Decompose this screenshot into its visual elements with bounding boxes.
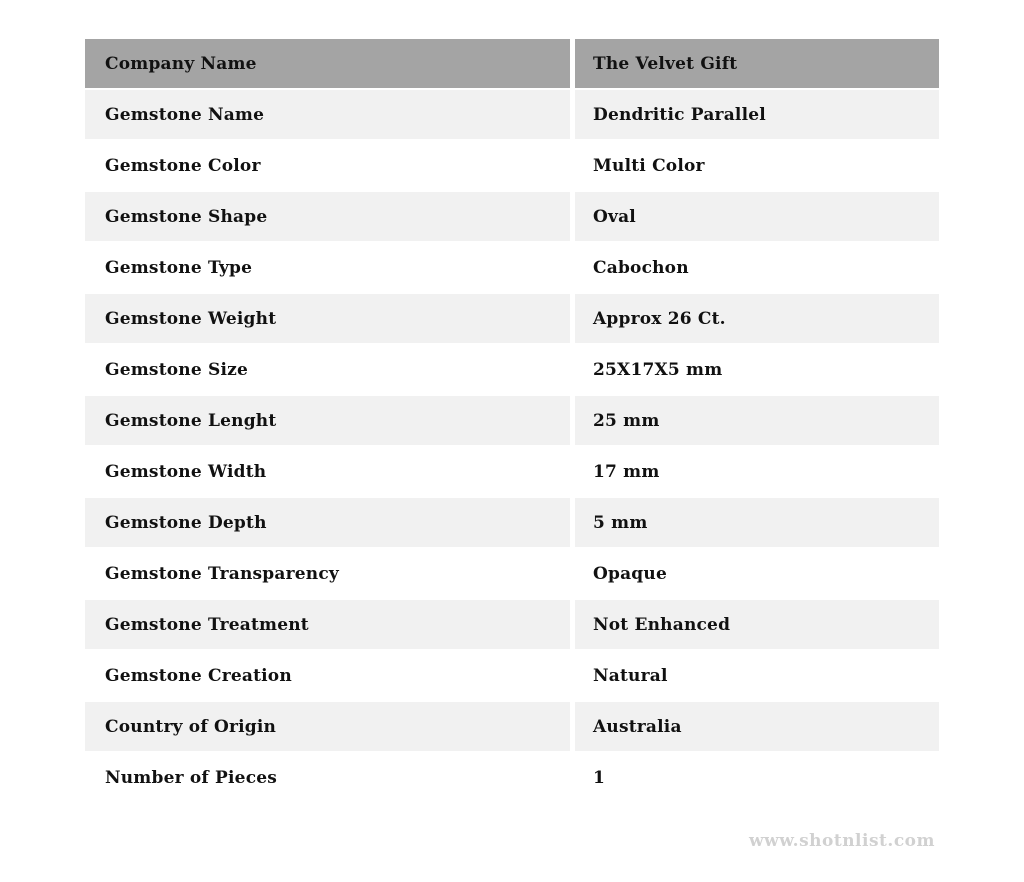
row-value-cell: Multi Color — [575, 141, 939, 190]
row-value-cell: Dendritic Parallel — [575, 90, 939, 139]
row-value-cell: 17 mm — [575, 447, 939, 496]
row-label-cell: Gemstone Type — [85, 243, 570, 292]
header-value-cell: The Velvet Gift — [575, 39, 939, 88]
row-value-cell: Natural — [575, 651, 939, 700]
header-label-cell: Company Name — [85, 39, 570, 88]
row-label-cell: Gemstone Size — [85, 345, 570, 394]
row-label-cell: Gemstone Transparency — [85, 549, 570, 598]
gemstone-spec-table — [85, 39, 939, 802]
row-label-cell: Gemstone Depth — [85, 498, 570, 547]
row-value-cell: Opaque — [575, 549, 939, 598]
watermark-url: www.shotnlist.com — [748, 831, 935, 851]
row-value-cell: 25 mm — [575, 396, 939, 445]
row-label-cell: Number of Pieces — [85, 753, 570, 802]
row-value-cell: Australia — [575, 702, 939, 751]
row-label-cell: Gemstone Treatment — [85, 600, 570, 649]
row-label-cell: Gemstone Width — [85, 447, 570, 496]
row-label-cell: Gemstone Shape — [85, 192, 570, 241]
row-value-cell: Not Enhanced — [575, 600, 939, 649]
row-value-cell: 25X17X5 mm — [575, 345, 939, 394]
row-value-cell: 1 — [575, 753, 939, 802]
row-value-cell: Oval — [575, 192, 939, 241]
row-label-cell: Gemstone Name — [85, 90, 570, 139]
row-value-cell: Cabochon — [575, 243, 939, 292]
row-value-cell: Approx 26 Ct. — [575, 294, 939, 343]
row-label-cell: Country of Origin — [85, 702, 570, 751]
row-value-cell: 5 mm — [575, 498, 939, 547]
row-label-cell: Gemstone Lenght — [85, 396, 570, 445]
row-label-cell: Gemstone Weight — [85, 294, 570, 343]
row-label-cell: Gemstone Color — [85, 141, 570, 190]
row-label-cell: Gemstone Creation — [85, 651, 570, 700]
